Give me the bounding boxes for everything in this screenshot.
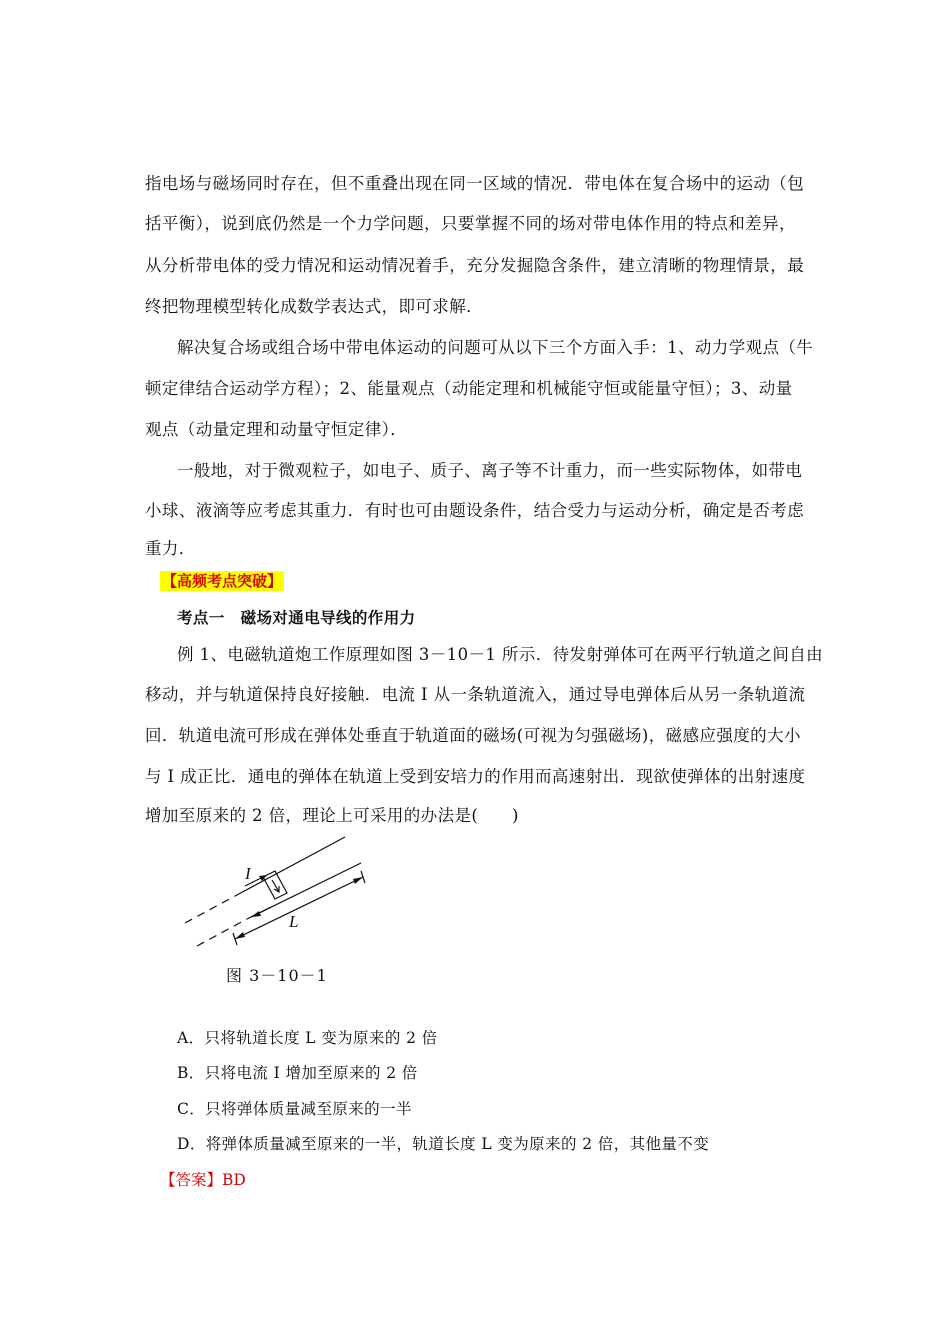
example-line-1: 例 1、电磁轨道炮工作原理如图 3－10－1 所示．待发射弹体可在两平行轨道之间自由 xyxy=(177,645,824,664)
answer-label: 【答案】 xyxy=(160,1171,223,1189)
example-line-5: 增加至原来的 2 倍，理论上可采用的办法是( ) xyxy=(145,806,519,825)
option-b: B．只将电流 I 增加至原来的 2 倍 xyxy=(177,1064,418,1082)
length-label: L xyxy=(289,912,299,931)
paragraph-3-line-3: 重力． xyxy=(145,539,196,558)
paragraph-1-line-2: 括平衡），说到底仍然是一个力学问题，只要掌握不同的场对带电体作用的特点和差异， xyxy=(145,214,796,233)
section-label: 【高频考点突破】 xyxy=(162,572,283,590)
topic-heading: 考点一 磁场对通电导线的作用力 xyxy=(177,609,416,627)
option-a: A．只将轨道长度 L 变为原来的 2 倍 xyxy=(177,1029,438,1047)
current-label: I xyxy=(245,864,251,883)
paragraph-3-line-2: 小球、液滴等应考虑其重力．有时也可由题设条件，结合受力与运动分析，确定是否考虑 xyxy=(145,501,805,520)
paragraph-1-line-4: 终把物理模型转化成数学表达式，即可求解． xyxy=(145,297,483,316)
railgun-diagram xyxy=(175,835,395,950)
figure-caption: 图 3－10－1 xyxy=(226,966,328,985)
option-c: C．只将弹体质量减至原来的一半 xyxy=(177,1100,412,1118)
answer-value: BD xyxy=(222,1171,246,1189)
paragraph-2-line-1: 解决复合场或组合场中带电体运动的问题可从以下三个方面入手：1、动力学观点（牛 xyxy=(177,338,814,357)
example-line-2: 移动，并与轨道保持良好接触．电流 I 从一条轨道流入，通过导电弹体后从另一条轨道流 xyxy=(145,685,806,704)
example-line-4: 与 I 成正比．通电的弹体在轨道上受到安培力的作用而高速射出．现欲使弹体的出射速度 xyxy=(145,767,806,786)
option-d: D．将弹体质量减至原来的一半，轨道长度 L 变为原来的 2 倍，其他量不变 xyxy=(177,1135,710,1153)
paragraph-1-line-3: 从分析带电体的受力情况和运动情况着手，充分发掘隐含条件，建立清晰的物理情景，最 xyxy=(145,256,805,275)
paragraph-2-line-2: 顿定律结合运动学方程）；2、能量观点（动能定理和机械能守恒或能量守恒）；3、动量 xyxy=(145,379,793,398)
paragraph-2-line-3: 观点（动量定理和动量守恒定律）． xyxy=(145,420,408,439)
paragraph-1-line-1: 指电场与磁场同时存在，但不重叠出现在同一区域的情况．带电体在复合场中的运动（包 xyxy=(145,174,805,193)
answer xyxy=(160,1170,246,1190)
example-line-3: 回．轨道电流可形成在弹体处垂直于轨道面的磁场(可视为匀强磁场)，磁感应强度的大小 xyxy=(145,726,801,745)
paragraph-3-line-1: 一般地，对于微观粒子，如电子、质子、离子等不计重力，而一些实际物体，如带电 xyxy=(177,461,803,480)
